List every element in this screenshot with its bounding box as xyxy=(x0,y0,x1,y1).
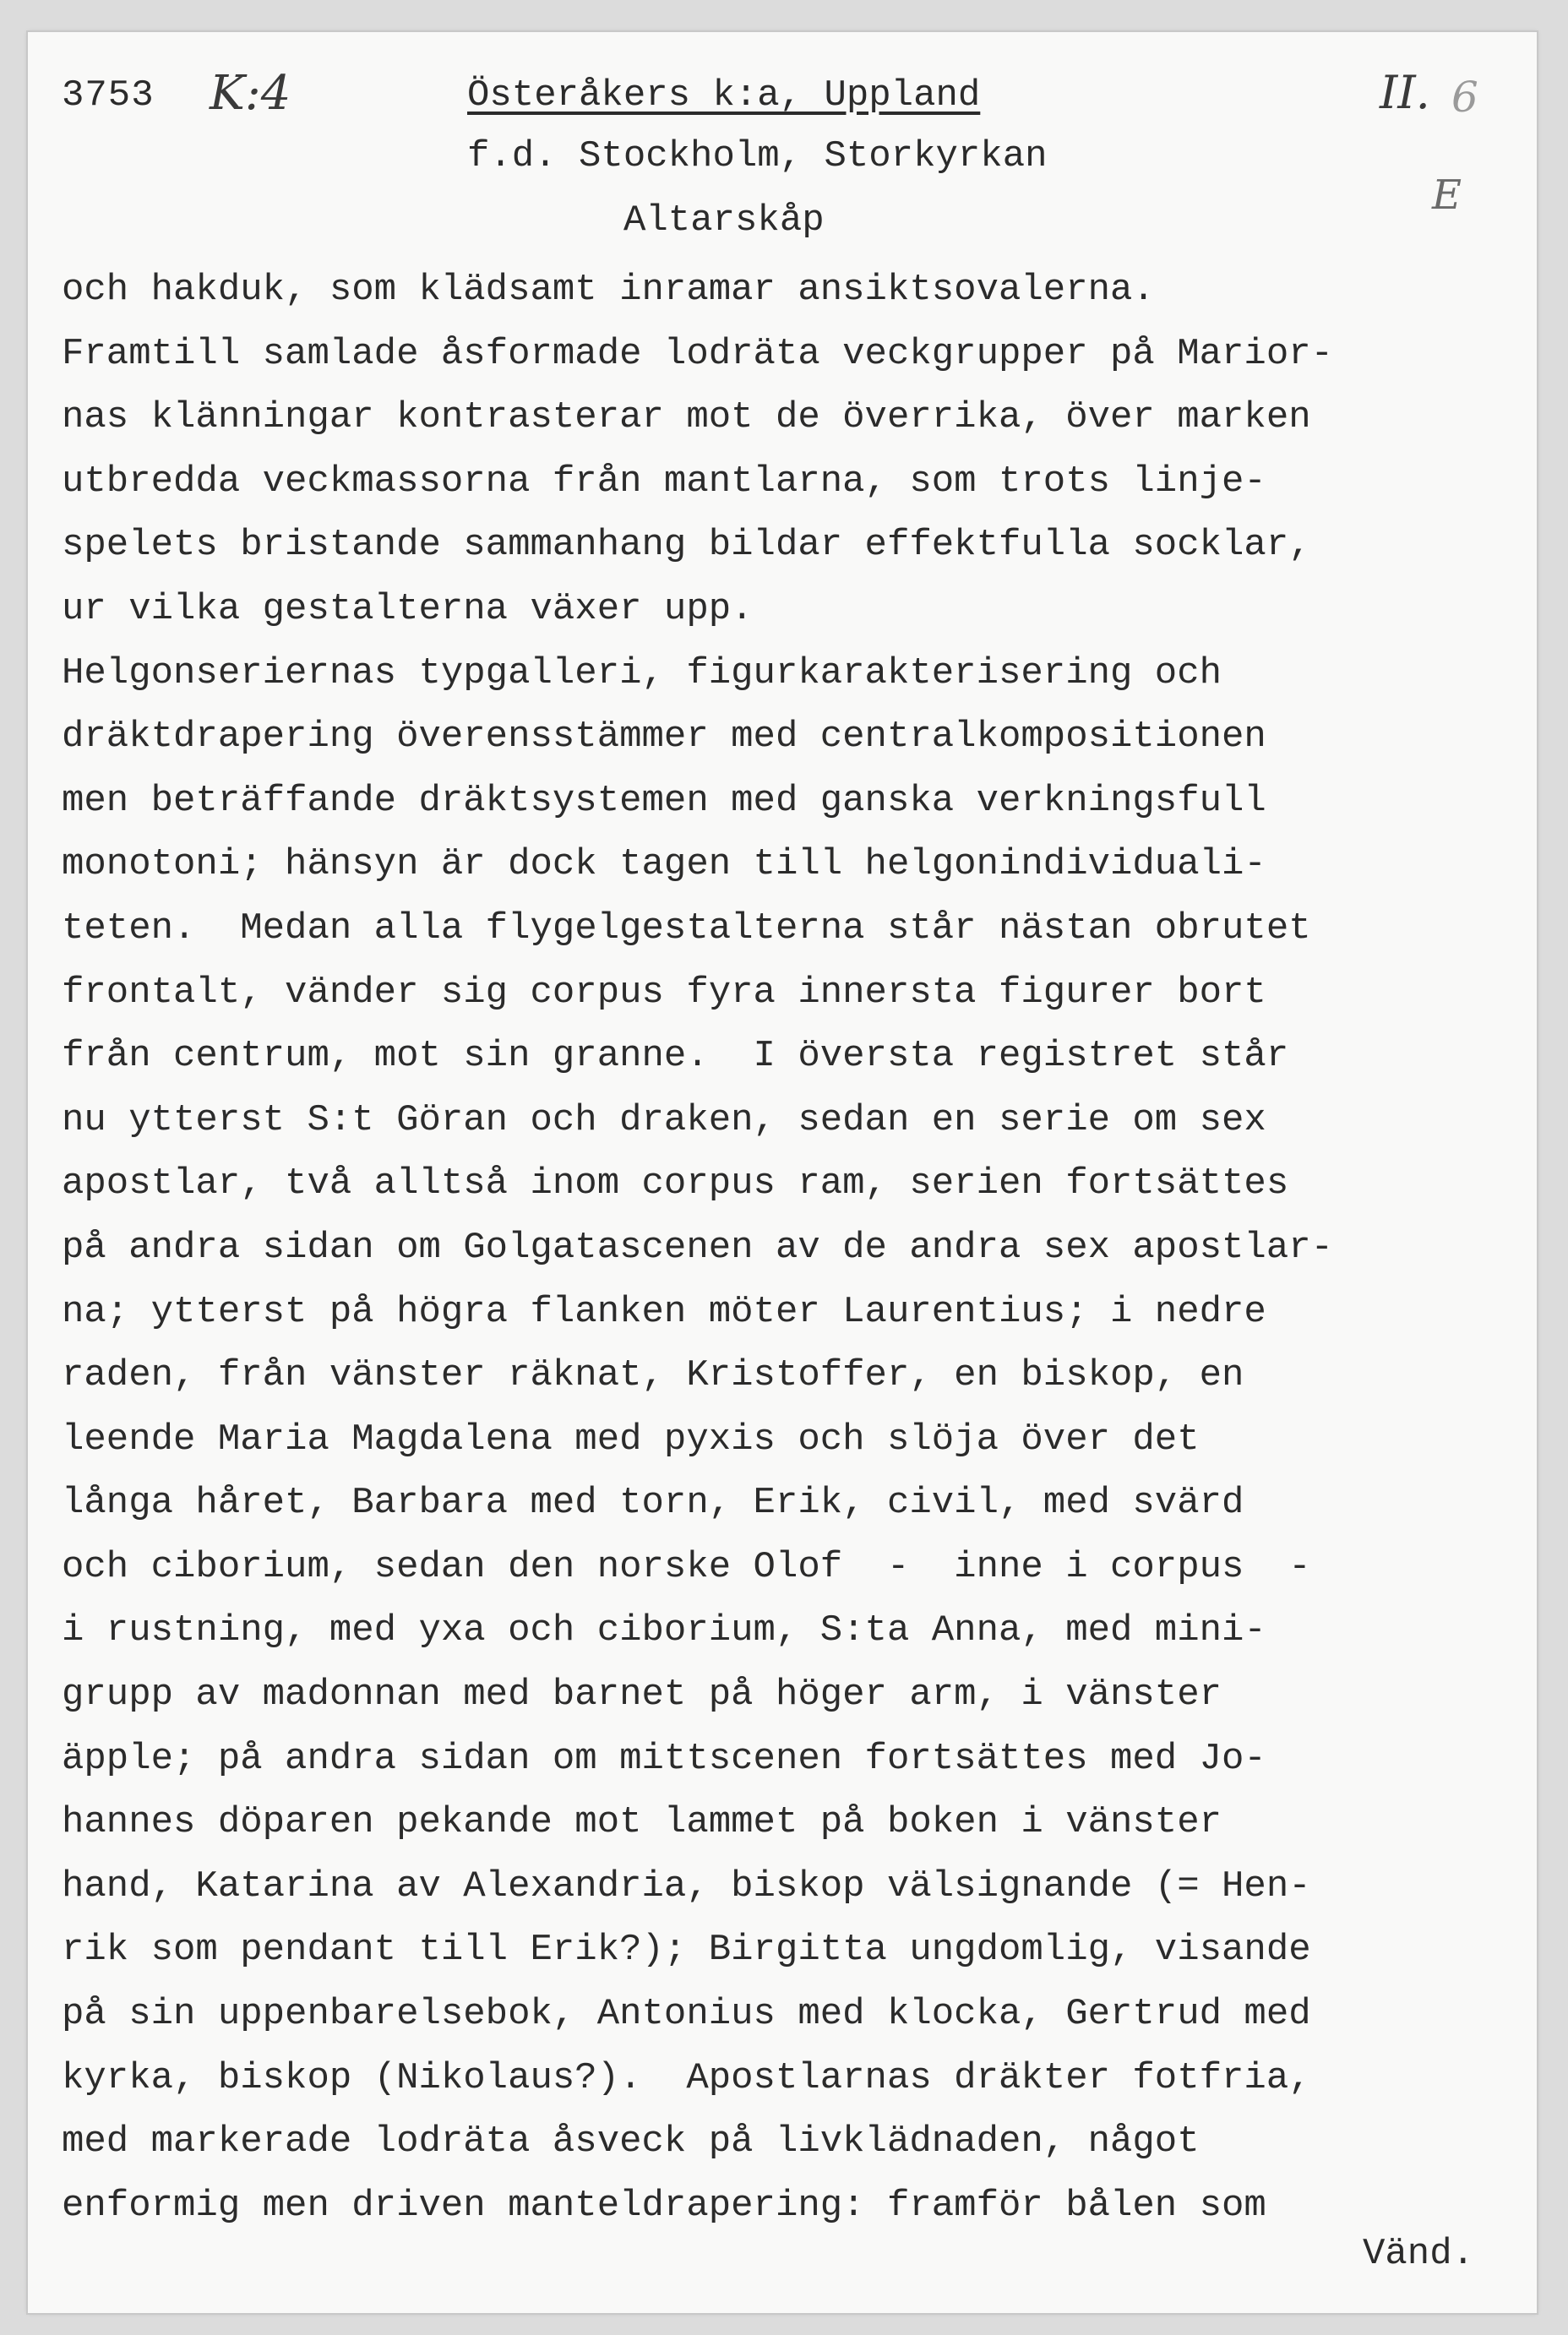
text-line: hannes döparen pekande mot lammet på boken i vänster xyxy=(62,1801,1222,1844)
text-line: apostlar, två alltså inom corpus ram, serien fortsättes xyxy=(62,1162,1289,1206)
text-line: rik som pendant till Erik?); Birgitta ungdomlig, visande xyxy=(62,1929,1311,1972)
text-line: långa håret, Barbara med torn, Erik, civil, med svärd xyxy=(62,1482,1244,1525)
turn-over-note: Vänd. xyxy=(1363,2233,1475,2275)
index-card xyxy=(28,32,1537,2313)
text-line: Helgonseriernas typgalleri, figurkarakterisering och xyxy=(62,651,1222,694)
text-line: hand, Katarina av Alexandria, biskop välsignande (= Hen- xyxy=(62,1864,1311,1908)
text-line: Framtill samlade åsformade lodräta veckgrupper på Marior- xyxy=(62,332,1334,375)
text-line: kyrka, biskop (Nikolaus?). Apostlarnas dräkter fotfria, xyxy=(62,2056,1311,2099)
text-line: på andra sidan om Golgatascenen av de andra sex apostlar- xyxy=(62,1226,1334,1269)
handwritten-volume: II. xyxy=(1380,66,1430,119)
text-line: grupp av madonnan med barnet på höger arm, i vänster xyxy=(62,1674,1222,1717)
text-line: men beträffande dräktsystemen med ganska verkningsfull xyxy=(62,779,1266,822)
text-line: leende Maria Magdalena med pyxis och slöja över det xyxy=(62,1418,1200,1461)
text-line: nu ytterst S:t Göran och draken, sedan en serie om sex xyxy=(62,1098,1266,1141)
parish-title: Österåkers k:a, Uppland xyxy=(467,74,981,117)
text-line: enformig men driven manteldrapering: framför bålen som xyxy=(62,2184,1266,2227)
text-line: na; ytterst på högra flanken möter Laurentius; i nedre xyxy=(62,1290,1266,1333)
handwritten-sub: E xyxy=(1432,171,1462,219)
text-line: dräktdrapering överensstämmer med centralkompositionen xyxy=(62,716,1266,759)
text-line: nas klänningar kontrasterar mot de överrika, över marken xyxy=(62,396,1311,439)
handwritten-code: K:4 xyxy=(210,66,291,121)
text-line: monotoni; hänsyn är dock tagen till helgonindividuali- xyxy=(62,843,1266,886)
text-line: äpple; på andra sidan om mittscenen fortsättes med Jo- xyxy=(62,1737,1266,1780)
text-line: och hakduk, som klädsamt inramar ansiktsovalerna. xyxy=(62,269,1155,311)
body-text xyxy=(62,259,1532,2238)
text-line: teten. Medan alla flygelgestalterna står nästan obrutet xyxy=(62,906,1311,950)
text-line: ur vilka gestalterna växer upp. xyxy=(62,587,754,630)
text-line: i rustning, med yxa och ciborium, S:ta Anna, med mini- xyxy=(62,1609,1266,1652)
archive-number: 3753 xyxy=(62,74,155,117)
text-line: och ciborium, sedan den norske Olof - inne i corpus - xyxy=(62,1545,1311,1588)
former-location: f.d. Stockholm, Storkyrkan xyxy=(467,135,1048,177)
handwritten-number: 6 xyxy=(1451,73,1478,122)
object-title: Altarskåp xyxy=(623,199,825,242)
text-line: utbredda veckmassorna från mantlarna, som trots linje- xyxy=(62,460,1266,503)
text-line: med markerade lodräta åsveck på livklädnaden, något xyxy=(62,2120,1200,2164)
text-line: på sin uppenbarelsebok, Antonius med klocka, Gertrud med xyxy=(62,1993,1311,2036)
text-line: raden, från vänster räknat, Kristoffer, en biskop, en xyxy=(62,1354,1244,1397)
text-line: från centrum, mot sin granne. I översta registret står xyxy=(62,1035,1289,1078)
text-line: spelets bristande sammanhang bildar effektfulla socklar, xyxy=(62,524,1311,567)
text-line: frontalt, vänder sig corpus fyra innersta figurer bort xyxy=(62,971,1266,1014)
